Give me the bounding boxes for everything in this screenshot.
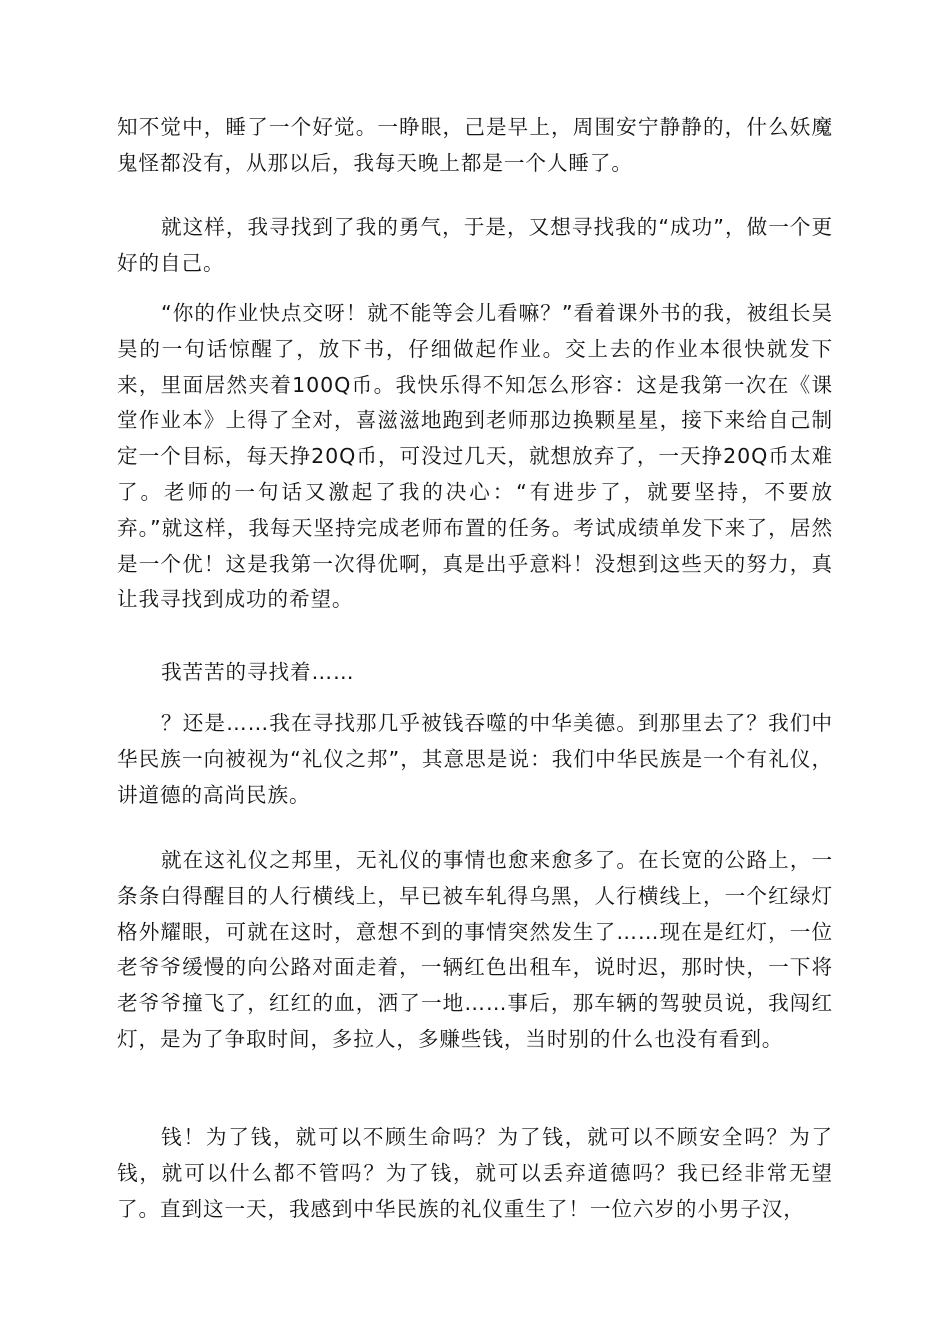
paragraph-2: 就这样，我寻找到了我的勇气，于是，又想寻找我的“成功”，做一个更好的自己。 (117, 215, 833, 275)
paragraph-7: 钱！为了钱，就可以不顾生命吗？为了钱，就可以不顾安全吗？为了钱，就可以什么都不管吗？为了钱，就可以丢弃道德吗？我已经非常无望了。直到这一天，我感到中华民族的礼仪重生了！一位六岁的小男子汉， (117, 1125, 833, 1221)
paragraph-1: 知不觉中，睡了一个好觉。一睁眼，己是早上，周围安宁静静的，什么妖魔鬼怪都没有，从那以后，我每天晚上都是一个人睡了。 (117, 115, 833, 175)
paragraph-6: 就在这礼仪之邦里，无礼仪的事情也愈来愈多了。在长宽的公路上，一条条白得醒目的人行横线上，早已被车轧得乌黑，人行横线上，一个红绿灯格外耀眼，可就在这时，意想不到的事情突然发生了……现在是红灯，一位老爷爷缓慢的向公路对面走着，一辆红色出租车，说时迟，那时快，一下将老爷爷撞飞了，红红的血，洒了一地……事后，那车辆的驾驶员说，我闯红灯，是为了争取时间，多拉人，多赚些钱，当时别的什么也没有看到。 (117, 848, 833, 1051)
paragraph-4: 我苦苦的寻找着…… (161, 660, 355, 684)
paragraph-5: ？还是……我在寻找那几乎被钱吞噬的中华美德。到那里去了？我们中华民族一向被视为“礼仪之邦”，其意思是说：我们中华民族是一个有礼仪，讲道德的高尚民族。 (117, 711, 833, 807)
paragraph-3: “你的作业快点交呀！就不能等会儿看嘛？”看着课外书的我，被组长吴昊的一句话惊醒了，放下书，仔细做起作业。交上去的作业本很快就发下来，里面居然夹着100Q币。我快乐得不知怎么形容：这是我第一次在《课堂作业本》上得了全对，喜滋滋地跑到老师那边换颗星星，接下来给自己制定一个目标，每天挣20Q币，可没过几天，就想放弃了，一天挣20Q币太难了。老师的一句话又激起了我的决心：“有进步了，就要坚持，不要放弃。”就这样，我每天坚持完成老师布置的任务。考试成绩单发下来了，居然是一个优！这是我第一次得优啊，真是出乎意料！没想到这些天的努力，真让我寻找到成功的希望。 (117, 301, 833, 612)
